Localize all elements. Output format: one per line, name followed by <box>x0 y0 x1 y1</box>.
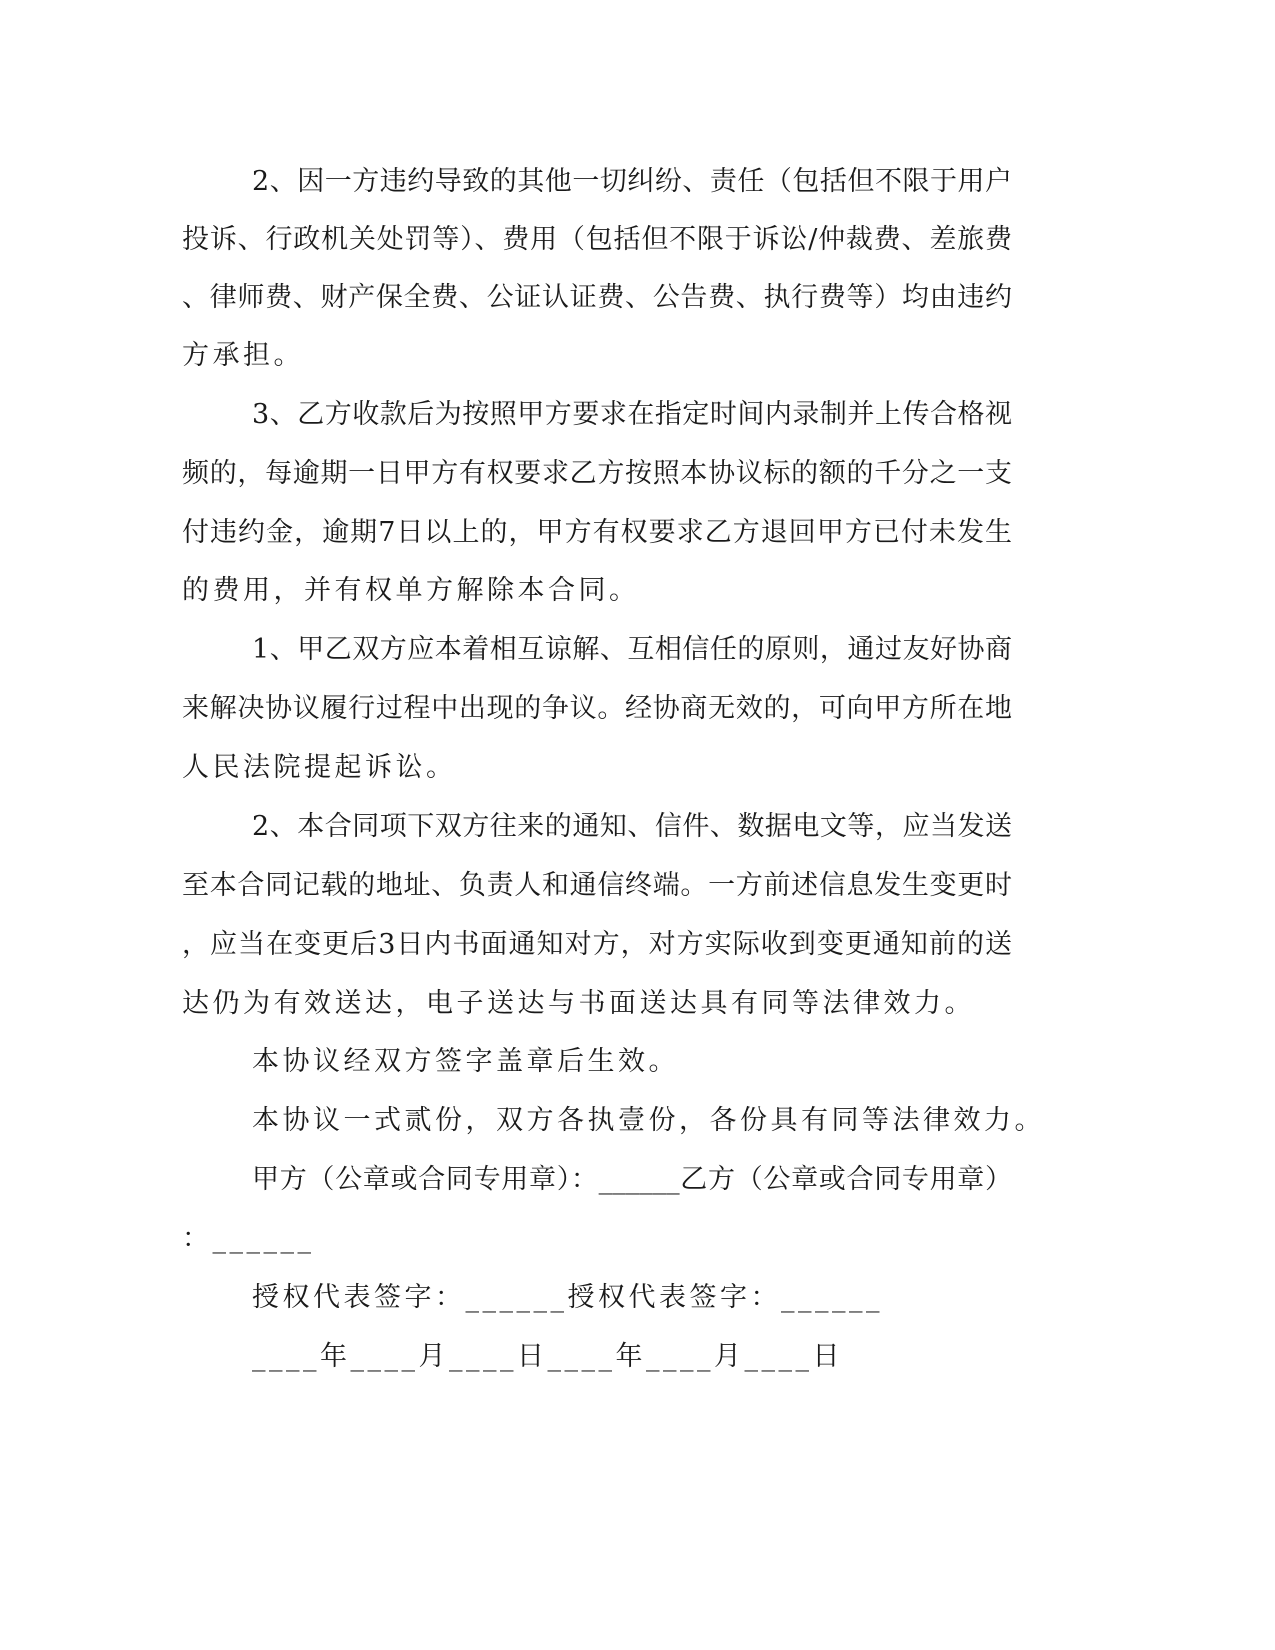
signature-line: 授权代表签字：______授权代表签字：______ <box>252 1282 883 1313</box>
copies-clause: 本协议一式贰份，双方各执壹份，各份具有同等法律效力。 <box>252 1105 1045 1136</box>
paragraph-line: 投诉、行政机关处罚等）、费用（包括但不限于诉讼/仲裁费、差旅费 <box>182 224 1012 255</box>
paragraph-line: 1、甲乙双方应本着相互谅解、互相信任的原则，通过友好协商 <box>252 634 1012 665</box>
paragraph-line: ，应当在变更后3日内书面通知对方，对方实际收到变更通知前的送 <box>182 929 1012 960</box>
party-seal-line-continued: ：______ <box>182 1223 315 1254</box>
paragraph-line: 人民法院提起诉讼。 <box>182 752 457 783</box>
paragraph-line: 至本合同记载的地址、负责人和通信终端。一方前述信息发生变更时 <box>182 870 1012 901</box>
paragraph-line: 来解决协议履行过程中出现的争议。经协商无效的，可向甲方所在地 <box>182 693 1012 724</box>
paragraph-line: 2、本合同项下双方往来的通知、信件、数据电文等，应当发送 <box>252 811 1012 842</box>
paragraph-line: 频的，每逾期一日甲方有权要求乙方按照本协议标的额的千分之一支 <box>182 458 1012 489</box>
paragraph-line: 方承担。 <box>182 340 304 371</box>
paragraph-line: 2、因一方违约导致的其他一切纠纷、责任（包括但不限于用户 <box>252 166 1012 197</box>
paragraph-line: 的费用，并有权单方解除本合同。 <box>182 575 640 606</box>
paragraph-line: 达仍为有效送达，电子送达与书面送达具有同等法律效力。 <box>182 988 975 1019</box>
party-seal-line: 甲方（公章或合同专用章）：______乙方（公章或合同专用章） <box>252 1164 1012 1195</box>
paragraph-line: 付违约金，逾期7日以上的，甲方有权要求乙方退回甲方已付未发生 <box>182 517 1012 548</box>
paragraph-line: 、律师费、财产保全费、公证认证费、公告费、执行费等）均由违约 <box>182 282 1012 313</box>
effective-clause: 本协议经双方签字盖章后生效。 <box>252 1046 679 1077</box>
paragraph-line: 3、乙方收款后为按照甲方要求在指定时间内录制并上传合格视 <box>252 399 1012 430</box>
date-line: ____年____月____日____年____月____日 <box>252 1341 843 1372</box>
